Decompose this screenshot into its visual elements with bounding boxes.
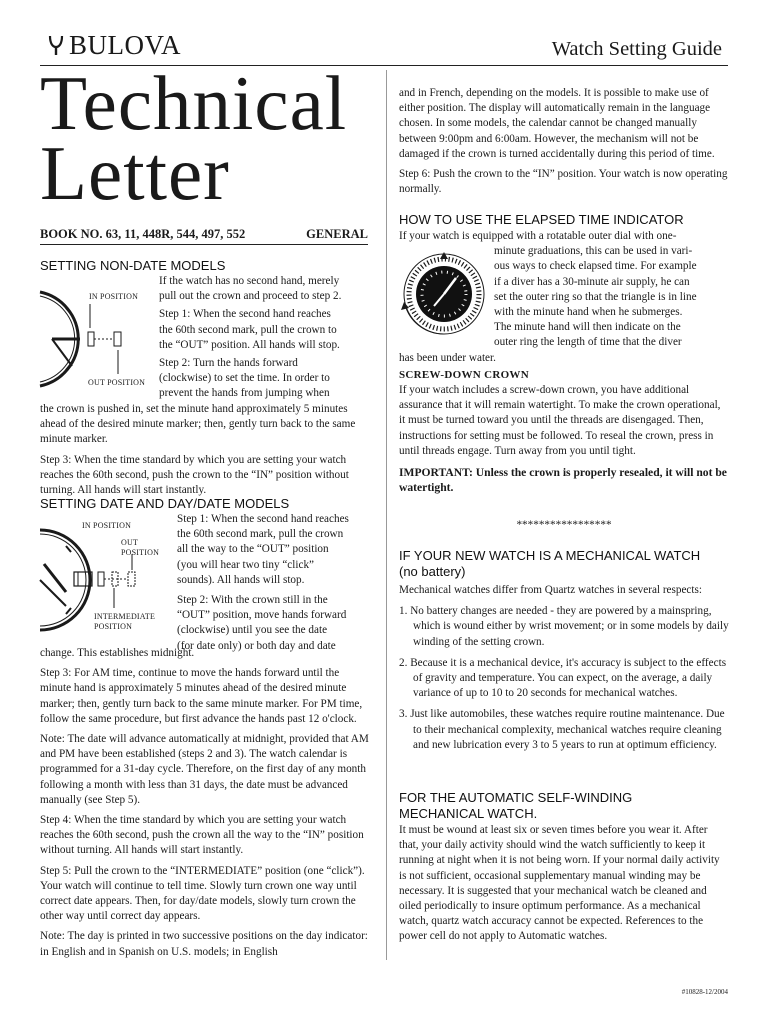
text-line: if a diver has a 30-minute air supply, he can [494, 275, 690, 288]
label-in-position: IN POSITION [82, 521, 132, 530]
main-title-line-2: Letter [40, 130, 230, 216]
date-steps [40, 646, 370, 960]
text-line: (clockwise) until you see the date [177, 624, 328, 637]
column-divider [386, 70, 387, 960]
text-line: all the way to the “OUT” position [177, 543, 329, 556]
text-line: (you will hear two tiny “click” [177, 558, 315, 571]
label-intermediate-position: POSITION [94, 622, 133, 631]
book-category: GENERAL [306, 227, 368, 241]
crown-in [98, 572, 104, 586]
note-day: Note: The day is printed in two successive positions on the day indicator: in English and in Spanish on U.S. models; in English [40, 930, 368, 958]
text-line: (clockwise) to set the time. In order to [159, 372, 330, 385]
text-line: If your watch is equipped with a rotatable outer dial with one- [399, 230, 677, 242]
step-3: Step 3: For AM time, continue to move the hands forward until the minute hand is approximately 5 minutes ahead of the desired minute marker; then, gently turn back to the same minute marker. For PM time, follow the same procedure, but first advance the hands past 12 o'clock. [40, 667, 363, 725]
text-line: prevent the hands from jumping when [159, 387, 330, 400]
language-continuation: and in French, depending on the models. It is possible to make use of either position. The display will automatically remain in the language chosen. In some models, the calendar cannot be changed manually between 9:00pm and 6:00am. However, the mechanism will not be damaged if the crown is turned accidentally during this period of time. [399, 87, 715, 160]
book-number: BOOK NO. 63, 11, 448R, 544, 497, 552 [40, 227, 246, 241]
elapsed-heading: HOW TO USE THE ELAPSED TIME INDICATOR [399, 212, 684, 227]
text-line: ous ways to check elapsed time. For example [494, 260, 697, 273]
text-line: the “OUT” position. All hands will stop. [159, 338, 340, 351]
crown-in [88, 332, 94, 346]
mechanical-heading: IF YOUR NEW WATCH IS A MECHANICAL WATCH [399, 548, 701, 563]
right-column-top [399, 86, 729, 197]
mechanical-intro: Mechanical watches differ from Quartz watches in several respects: [399, 584, 702, 596]
text-line: the 60th second mark, pull the crown to [159, 323, 337, 336]
step-3: Step 3: When the time standard by which you are setting your watch reaches the 60th second, push the crown to the “IN” position without turning. All hands will start instantly. [40, 453, 349, 497]
list-item: 3. Just like automobiles, these watches require routine maintenance. Due to their mechanical complexity, mechanical watches require cleaning and new lubrication every 3 to 5 years to run at optimum efficiency. [399, 708, 725, 751]
text-line: Step 2: Turn the hands forward [159, 357, 298, 370]
text-line: minute graduations, this can be used in vari- [494, 245, 693, 258]
tuning-fork-icon [48, 34, 64, 56]
main-title-line-1: Technical [40, 60, 348, 146]
text-line: “OUT” position, move hands forward [177, 609, 347, 622]
step-2-continued: change. This establishes midnight. [40, 647, 195, 659]
mechanical-subheading: (no battery) [399, 564, 466, 579]
list-item: 2. Because it is a mechanical device, it's accuracy is subject to the effects of gravity and temperature. You can expect, on the average, a daily variance of up to 10 to 20 seconds for mechanical watches. [399, 656, 727, 700]
step-6: Step 6: Push the crown to the “IN” position. Your watch is now operating normally. [399, 168, 728, 196]
text-line: with the minute hand when he submerges. [494, 306, 683, 319]
text-line: The minute hand will then indicate on the [494, 321, 681, 334]
brand-logo [48, 30, 181, 60]
minute-hand [52, 339, 72, 366]
document-code: #10828-12/2004 [681, 988, 728, 996]
date-steps-1-2 [177, 512, 377, 654]
important-note: IMPORTANT: Unless the crown is properly resealed, it will not be watertight. [399, 466, 727, 495]
main-title [40, 60, 348, 216]
text-line: (for date only) or both day and date [177, 639, 336, 652]
text-line: pull out the crown and proceed to step 2. [159, 290, 342, 303]
book-rule [40, 244, 368, 245]
minute-hand [40, 580, 66, 606]
document-title: Watch Setting Guide [551, 38, 722, 60]
label-out-position: OUT POSITION [88, 378, 146, 387]
text-line: has been under water. [399, 351, 496, 364]
text-line: sounds). All hands will stop. [177, 573, 305, 586]
automatic-heading-line-1: FOR THE AUTOMATIC SELF-WINDING [399, 790, 633, 805]
crown-out [114, 332, 121, 346]
non-date-steps [40, 402, 370, 498]
step-5: Step 5: Pull the crown to the “INTERMEDIATE” position (one “click”). Your watch will continue to tell time. Slowly turn crown one way until correct date appears. Then, for day/date models, slowly turn crown the other way until correct day appears. [40, 864, 365, 923]
note-date: Note: The date will advance automatically at midnight, provided that AM and PM have been established (steps 2 and 3). The watch calendar is programmed for a 31-day cycle. Therefore, on the first day of any month following a month with less than 31 days, the date must be advanced manually (see Step 5). [40, 733, 369, 806]
elapsed-text [399, 229, 729, 366]
screw-down-heading: SCREW-DOWN CROWN [399, 369, 529, 381]
list-item: 1. No battery changes are needed - they are powered by a mainspring, which is wound either by wrist movement; or in some models by daily winding of the setting crown. [399, 605, 729, 648]
book-line [40, 226, 368, 242]
hour-marker [66, 608, 71, 614]
text-line: Step 1: When the second hand reaches [177, 513, 349, 525]
text-line: outer ring the length of time that the diver [494, 336, 682, 349]
brand-name: BULOVA [69, 30, 182, 60]
step-4: Step 4: When the time standard by which you are setting your watch reaches the 60th second, push the crown all the way to the “IN” position without turning. All hands will start instantly. [40, 814, 364, 857]
screw-down-text: If your watch includes a screw-down crown, you have additional assurance that it will remain watertight. To make the crown operational, it must be turned toward you until the threads are disengaged. Then, instructions for setting must be followed. To reseal the crown, press in until threads engage. Turn away from you until tight. [399, 384, 721, 457]
text-line: If the watch has no second hand, merely [159, 275, 340, 287]
non-date-intro [159, 274, 371, 402]
automatic-body: It must be wound at least six or seven times before you wear it. After that, your daily activity should wind the watch sufficiently to keep it running at night when it is not being worn. If your normal daily activity is not sufficient, occasional supplementary manual winding may be necessary. It is suggested that your mechanical watch be cleaned and oiled periodically to insure optimum performance. As a mechanical watch, quartz watch accuracy cannot be expected. References to the power cell do not apply to Automatic watches. [399, 824, 720, 943]
date-heading: SETTING DATE AND DAY/DATE MODELS [40, 496, 290, 511]
text-line: Step 2: With the crown still in the [177, 594, 328, 607]
label-in-position: IN POSITION [89, 292, 139, 301]
text-line: Step 1: When the second hand reaches [159, 308, 331, 321]
section-separator: ***************** [516, 519, 612, 531]
label-out-position: POSITION [121, 548, 160, 557]
label-out: OUT [121, 538, 139, 547]
watch-case-outline [40, 530, 90, 630]
hour-marker [66, 546, 71, 552]
crown-out [128, 572, 135, 586]
screw-down-body [399, 383, 729, 495]
step-2-continued: the crown is pushed in, set the minute hand approximately 5 minutes ahead of the desired minute marker; then, gently turn back to the same minute marker. [40, 403, 356, 446]
text-line: the 60th second mark, pull the crown [177, 528, 344, 541]
non-date-heading: SETTING NON-DATE MODELS [40, 258, 226, 273]
label-intermediate: INTERMEDIATE [94, 612, 156, 621]
text-line: set the outer ring so that the triangle is in line [494, 290, 697, 303]
mechanical-body [399, 583, 729, 753]
automatic-heading-line-2: MECHANICAL WATCH. [399, 806, 538, 821]
